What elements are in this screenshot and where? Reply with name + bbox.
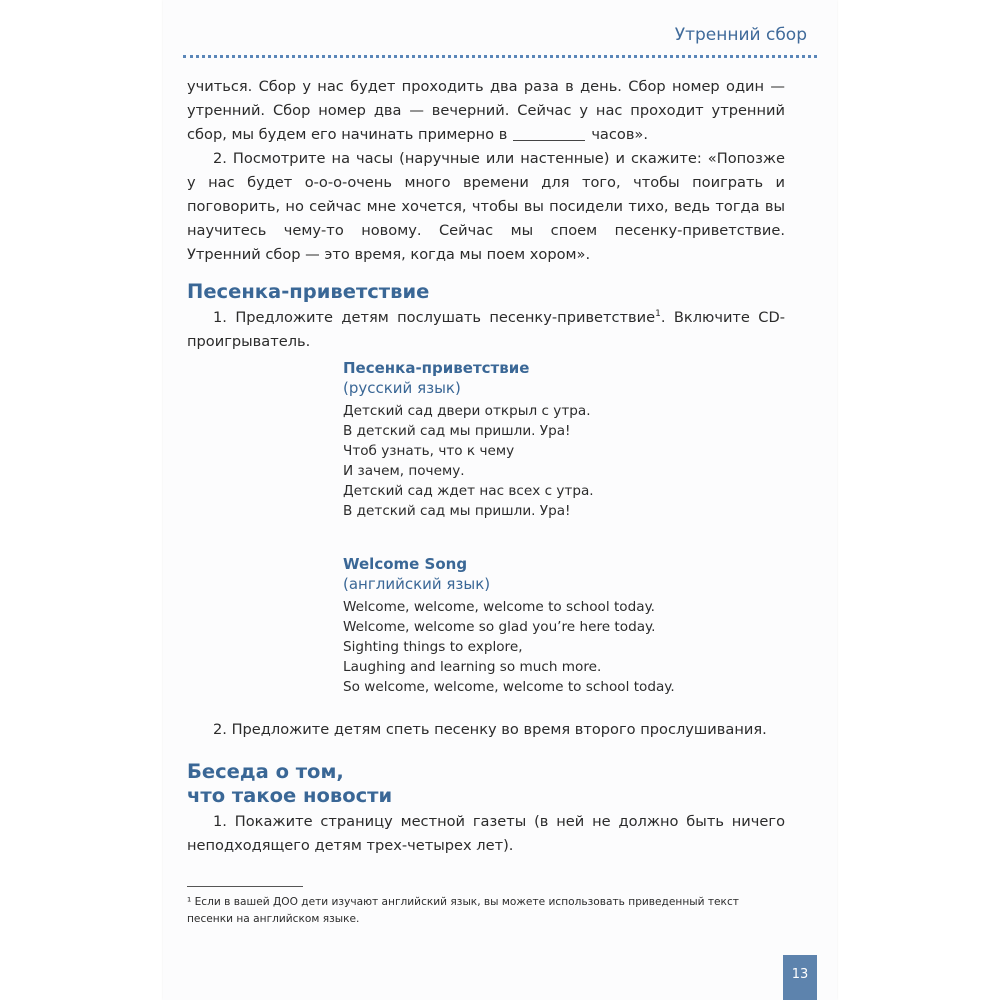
running-title: Утренний сбор [674,25,807,45]
paragraph-line: утренний. Сбор номер два — вечерний. Сейчас у нас проходит утренний [187,102,785,119]
paragraph-text: . Включите CD-проигрыватель. [187,309,785,350]
song-line: В детский сад мы пришли. Ура! [343,423,571,439]
greeting-step-2 [187,718,785,742]
song-line: Laughing and learning so much more. [343,659,602,675]
song-line: Чтоб узнать, что к чему [343,443,515,459]
paragraph-line-with-blank [187,123,785,147]
header-dotted-rule [183,55,817,58]
song-line: Welcome, welcome so glad you’re here today. [343,619,656,635]
fill-in-blank [513,126,585,141]
song-line: И зачем, почему. [343,463,465,479]
greeting-intro [187,306,785,354]
footnote: ¹ Если в вашей ДОО дети изучают английский язык, вы можете использовать приведенный текст песенки на английском языке. [187,896,739,925]
song-title: Welcome Song [343,555,468,573]
section-heading [187,760,392,808]
song-english [343,554,763,697]
document-page [163,0,837,1000]
paragraph: 2. Посмотрите на часы (наручные или настенные) и скажите: «Попозже у нас будет о-о-о-очень много времени для того, чтобы поиграть и поговорить, но сейчас мне хочется, чтобы вы посидели тихо, ведь тогда вы научитесь чему-то новому. Сейчас мы споем песенку-приветствие. Утренний сбор — это время, когда мы поем хором». [187,150,785,263]
top-text-block [187,75,785,267]
paragraph-text: 1. Предложите детям послушать песенку-приветствие [213,309,656,326]
paragraph-text: сбор, мы будем его начинать примерно в [187,126,508,143]
song-subtitle: (русский язык) [343,379,461,397]
footnote-mark: 1 [655,309,661,320]
song-subtitle: (английский язык) [343,575,491,593]
song-line: Детский сад двери открыл с утра. [343,403,591,419]
song-line: Sighting things to explore, [343,639,523,655]
paragraph: 2. Предложите детям спеть песенку во время второго прослушивания. [213,721,767,738]
song-russian [343,358,763,521]
song-title: Песенка-приветствие [343,359,530,377]
song-line: Welcome, welcome, welcome to school today. [343,599,655,615]
song-line: So welcome, welcome, welcome to school today. [343,679,675,695]
section-heading-line: Беседа о том, [187,760,344,783]
song-line: Детский сад ждет нас всех с утра. [343,483,594,499]
news-step-1 [187,810,785,858]
footnote-rule [187,886,303,887]
paragraph-line: учиться. Сбор у нас будет проходить два раза в день. Сбор номер один — [187,78,785,95]
paragraph-text: часов». [591,126,648,143]
paragraph: 1. Покажите страницу местной газеты (в ней не должно быть ничего неподходящего детям трех-четырех лет). [187,813,785,854]
section-heading-line: что такое новости [187,784,393,807]
page-number: 13 [783,955,817,1000]
song-line: В детский сад мы пришли. Ура! [343,503,571,519]
paragraph [187,306,785,354]
section-heading: Песенка-приветствие [187,280,430,303]
